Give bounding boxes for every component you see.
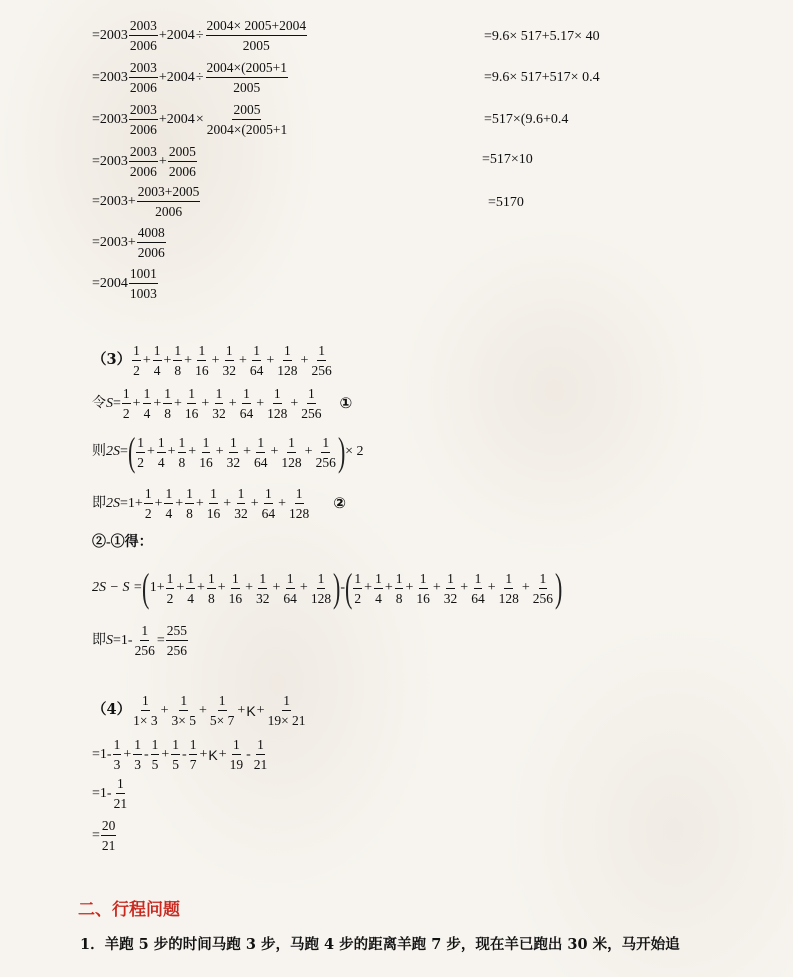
fraction: 1 21 — [253, 737, 268, 772]
plus-sign: + — [167, 444, 176, 460]
part2-line-4 — [92, 144, 198, 179]
lead: =2003 — [92, 27, 128, 43]
problem-1-text: 1．羊跑 5 步的时间马跑 3 步，马跑 4 步的距离羊跑 7 步，现在羊已跑出 30 米，马开始追 — [80, 936, 680, 953]
fraction: $\frac{1}{8}$ — [178, 434, 186, 470]
plus-sign: + — [176, 580, 185, 596]
fraction: $\frac{2005}{2006}$ — [168, 144, 196, 179]
plus-sign: + — [153, 395, 162, 411]
plus-sign: + — [197, 580, 205, 596]
fraction: $\frac{2005}{2004\times(2005+1}$ — [206, 102, 288, 137]
fraction: $\frac{1}{4}$ — [165, 486, 173, 521]
plus-sign: + — [223, 495, 232, 511]
left-paren: ( — [127, 429, 136, 474]
plus-sign: + — [405, 580, 414, 596]
fraction: $\frac{1}{8}$ — [207, 570, 215, 606]
plus-sign: + — [460, 580, 469, 596]
plus-sign: + — [142, 352, 151, 368]
fraction: 1 1× 3 — [133, 693, 158, 728]
times-two: × 2 — [345, 444, 364, 459]
plus-sign: + — [487, 580, 496, 596]
fraction: $\frac{1}{16}$ — [206, 486, 221, 521]
fraction: $\frac{1}{16}$ — [416, 570, 430, 606]
plus-sign: + — [154, 495, 163, 511]
fraction: $\frac{4008}{2006}$ — [137, 225, 165, 260]
operator: ÷ — [195, 27, 204, 43]
fraction: 2003 2006 — [129, 144, 157, 179]
then-word: 则 — [92, 444, 106, 459]
part3-final-line: 即 S = 1- $\frac{1}{256}$ = $\frac{255}{256}$ — [92, 623, 187, 658]
one-plus: 1+ — [127, 495, 143, 511]
plus-sign: + — [146, 444, 155, 460]
plus-sign: + — [215, 444, 224, 460]
fraction: $\frac{1}{32}$ — [222, 343, 236, 378]
fraction: $\frac{1}{4}$ — [375, 570, 382, 606]
fraction: $\frac{255}{256}$ — [166, 623, 187, 658]
minus: - — [340, 580, 346, 595]
plus-sign: + — [184, 352, 193, 368]
fraction: $\frac{1}{32}$ — [234, 486, 248, 521]
operator: × — [195, 111, 204, 127]
part2-line-2 — [92, 60, 289, 95]
lead: =2003 — [92, 69, 128, 85]
plus-sign: + — [278, 495, 286, 511]
diff-lhs: 2S − S = — [92, 580, 143, 595]
s-symbol: S — [106, 395, 113, 411]
diff-label: ②-①得： — [92, 535, 153, 550]
plus-sign: + — [300, 352, 309, 368]
fraction: $\frac{2004\times(2005+1}{2005}$ — [206, 60, 287, 95]
two-s-symbol: 2S — [106, 495, 120, 511]
ie-word: 即 — [92, 495, 106, 511]
plus-sign: + — [243, 444, 252, 460]
right-line-5: =5170 — [488, 195, 524, 210]
right-paren: ) — [554, 565, 563, 610]
fraction: $\frac{1}{2}$ — [166, 570, 174, 606]
plus-sign: + — [217, 580, 226, 596]
fraction: $\frac{1}{128}$ — [277, 343, 298, 378]
fraction: $\frac{1}{4}$ — [157, 434, 165, 470]
plus-sign: + — [272, 580, 281, 596]
plus-sign: + — [304, 444, 313, 460]
fraction: $\frac{1}{256}$ — [134, 623, 155, 658]
k-symbol: K — [208, 746, 218, 763]
diff-series-a — [165, 571, 333, 606]
fraction: $\frac{20}{21}$ — [101, 818, 116, 853]
plus-sign: + — [290, 395, 299, 411]
operator: ÷ — [195, 69, 204, 85]
fraction: $\frac{1}{16}$ — [184, 386, 199, 421]
plus-sign: + — [245, 580, 254, 596]
fraction: $\frac{1}{19\times 21}$ — [267, 693, 306, 728]
fraction: $\frac{1}{128}$ — [498, 570, 519, 606]
fraction: 1001 1003 — [129, 266, 157, 301]
part4-line-2: =1- 1 3 + $\frac{1}{3}$ - 1 5 + $\frac{1}{5}$ - 1 7 + K + $\frac{1}{19}$ - 1 21 — [92, 737, 268, 772]
plus-sign: + — [384, 580, 393, 596]
section-heading: 二、行程问题 — [78, 900, 180, 920]
plus-sign: + — [432, 580, 441, 596]
fraction: $\frac{1}{128}$ — [310, 570, 332, 606]
part4-line-3: =1- 1 21 — [92, 776, 128, 811]
one-plus: 1+ — [149, 580, 165, 595]
fraction: $\frac{1}{2}$ — [354, 570, 362, 606]
right-paren: ) — [337, 429, 346, 474]
mark-1: ① — [339, 394, 353, 412]
fraction: $\frac{1}{2}$ — [137, 434, 144, 470]
mid: + — [158, 153, 167, 169]
fraction: $\frac{1}{64}$ — [283, 570, 297, 606]
plus-sign: + — [256, 395, 265, 411]
fraction: $\frac{1}{5\times 7}$ — [209, 693, 235, 728]
fraction: $\frac{1}{64}$ — [249, 343, 264, 378]
fraction: $\frac{1}{256}$ — [301, 386, 322, 421]
ie-word: 即 — [92, 632, 106, 648]
plus-sign: + — [250, 495, 259, 511]
fraction: $\frac{2003+2005}{2006}$ — [137, 184, 200, 219]
part3-series — [131, 343, 334, 378]
fraction: $\frac{1}{2}$ — [144, 486, 152, 521]
fraction: $\frac{1}{128}$ — [281, 434, 302, 470]
right-line-2: =9.6× 517+517× 0.4 — [484, 70, 600, 85]
plus-sign: + — [238, 352, 247, 368]
lead: =2004 — [92, 275, 128, 291]
plus-sign: + — [201, 395, 210, 411]
mid: +2004 — [158, 69, 195, 85]
lead: =2003+ — [92, 234, 136, 250]
plus-sign: + — [195, 495, 204, 511]
right-line-4: =517×10 — [482, 152, 533, 167]
fraction: $\frac{1}{256}$ — [532, 570, 553, 606]
plus-sign: + — [228, 395, 237, 411]
plus-sign: + — [188, 444, 197, 460]
fraction: $\frac{1}{8}$ — [164, 386, 171, 421]
fraction: $\frac{1}{2}$ — [122, 386, 130, 421]
left-paren: ( — [142, 565, 150, 610]
part3-diff-line — [92, 565, 563, 610]
plus-sign: + — [266, 352, 275, 368]
right-line-1: =9.6× 517+5.17× 40 — [484, 29, 600, 44]
plus-sign: + — [364, 580, 373, 596]
part2-line-7 — [92, 266, 159, 301]
ie-series — [143, 486, 311, 521]
fraction: $\frac{1}{16}$ — [228, 570, 243, 606]
fraction: $\frac{1}{8}$ — [186, 486, 193, 521]
mid: +2004 — [158, 27, 195, 43]
lead: =2003 — [92, 153, 128, 169]
fraction: $\frac{1}{4}$ — [143, 386, 151, 421]
let-word: 令 — [92, 395, 106, 411]
fraction: 2003 2006 — [129, 60, 157, 95]
fraction: $\frac{1}{8}$ — [395, 570, 403, 606]
part2-line-6 — [92, 225, 167, 260]
part4-label: （4） — [92, 701, 132, 719]
lead: =2003+ — [92, 193, 136, 209]
part3-let-line: 令 S = $\frac{1}{2}$ + $\frac{1}{4}$ + $\frac{1}{8}$ + $\frac{1}{16}$ + $\frac{1}{32}$ + $\frac{1}{64}$ + $\frac{1}{128}$ + $\frac{1}{256}$ ① — [92, 386, 353, 421]
part3-then-line: 则 2S = ( $\frac{1}{2}$ + $\frac{1}{4}$ + $\frac{1}{8}$ + $\frac{1}{16}$ + $\frac{1}{32}$ + $\frac{1}{64}$ + $\frac{1}{128}$ + $\frac{1}{256}$ ) × 2 — [92, 429, 364, 474]
fraction: $\frac{1}{19}$ — [229, 737, 244, 772]
fraction: $\frac{1}{16}$ — [195, 343, 209, 378]
plus-sign: + — [521, 580, 530, 596]
fraction: $\frac{1}{128}$ — [289, 486, 310, 521]
plus-sign: + — [270, 444, 279, 460]
let-series — [121, 386, 324, 421]
then-series — [135, 435, 338, 470]
fraction: $\frac{1}{32}$ — [256, 570, 270, 606]
fraction: $\frac{1}{8}$ — [174, 343, 182, 378]
plus-sign: + — [175, 495, 184, 511]
fraction: 1 5 — [151, 737, 159, 772]
two-s-symbol: 2S — [106, 444, 120, 459]
fraction: $\frac{1}{256}$ — [315, 434, 336, 470]
left-paren: ( — [345, 565, 353, 610]
part3-ie-line: 即 2S = 1+ $\frac{1}{2}$ + $\frac{1}{4}$ + $\frac{1}{8}$ + $\frac{1}{16}$ + $\frac{1}{32}$ + $\frac{1}{64}$ + $\frac{1}{128}$ ② — [92, 486, 346, 521]
fraction: $\frac{1}{128}$ — [267, 386, 288, 421]
fraction: $\frac{1}{32}$ — [212, 386, 226, 421]
fraction: $\frac{1}{4}$ — [187, 570, 195, 606]
fraction: 2003 2006 — [129, 102, 157, 137]
fraction: $\frac{2004\times 2005+2004}{2005}$ — [206, 18, 307, 53]
fraction: $\frac{1}{64}$ — [261, 486, 276, 521]
plus-sign: + — [299, 580, 308, 596]
right-line-3: =517×(9.6+0.4 — [484, 112, 569, 127]
plus-sign: + — [173, 395, 182, 411]
part4-line-4: = $\frac{20}{21}$ — [92, 818, 116, 853]
fraction: $\frac{1}{3\times 5}$ — [171, 693, 196, 728]
fraction: 1 7 — [189, 737, 197, 772]
part3-label: （3） — [92, 351, 132, 369]
fraction: $\frac{1}{32}$ — [226, 434, 241, 470]
fraction: $\frac{1}{4}$ — [153, 343, 161, 378]
lead: =2003 — [92, 111, 128, 127]
part2-line-5 — [92, 184, 201, 219]
fraction: $\frac{1}{64}$ — [254, 434, 268, 470]
mark-2: ② — [333, 494, 346, 512]
fraction: $\frac{1}{5}$ — [172, 737, 180, 772]
k-symbol: K — [246, 702, 256, 719]
fraction: 2003 2006 — [129, 18, 157, 53]
fraction: $\frac{1}{3}$ — [134, 737, 141, 772]
plus-sign: + — [211, 352, 220, 368]
fraction: $\frac{1}{64}$ — [239, 386, 254, 421]
plus-sign: + — [132, 395, 141, 411]
fraction: $\frac{1}{32}$ — [443, 570, 458, 606]
plus-sign: + — [163, 352, 172, 368]
fraction: $\frac{1}{64}$ — [471, 570, 485, 606]
s-symbol: S — [106, 632, 113, 648]
fraction: 1 21 — [113, 776, 128, 811]
part3-problem — [92, 343, 334, 378]
part4-problem: （4） 1 1× 3 + $\frac{1}{3\times 5}$ + $\frac{1}{5\times 7}$ + K + $\frac{1}{19\times 21}$ — [92, 693, 306, 728]
fraction: 1 3 — [113, 737, 121, 772]
part2-line-3 — [92, 102, 289, 137]
right-paren: ) — [333, 565, 341, 610]
fraction: $\frac{1}{16}$ — [199, 434, 213, 470]
part2-line-1 — [92, 18, 308, 53]
diff-series-b — [352, 571, 555, 606]
mid: +2004 — [158, 111, 195, 127]
fraction: $\frac{1}{256}$ — [311, 343, 332, 378]
fraction: $\frac{1}{2}$ — [133, 343, 140, 378]
